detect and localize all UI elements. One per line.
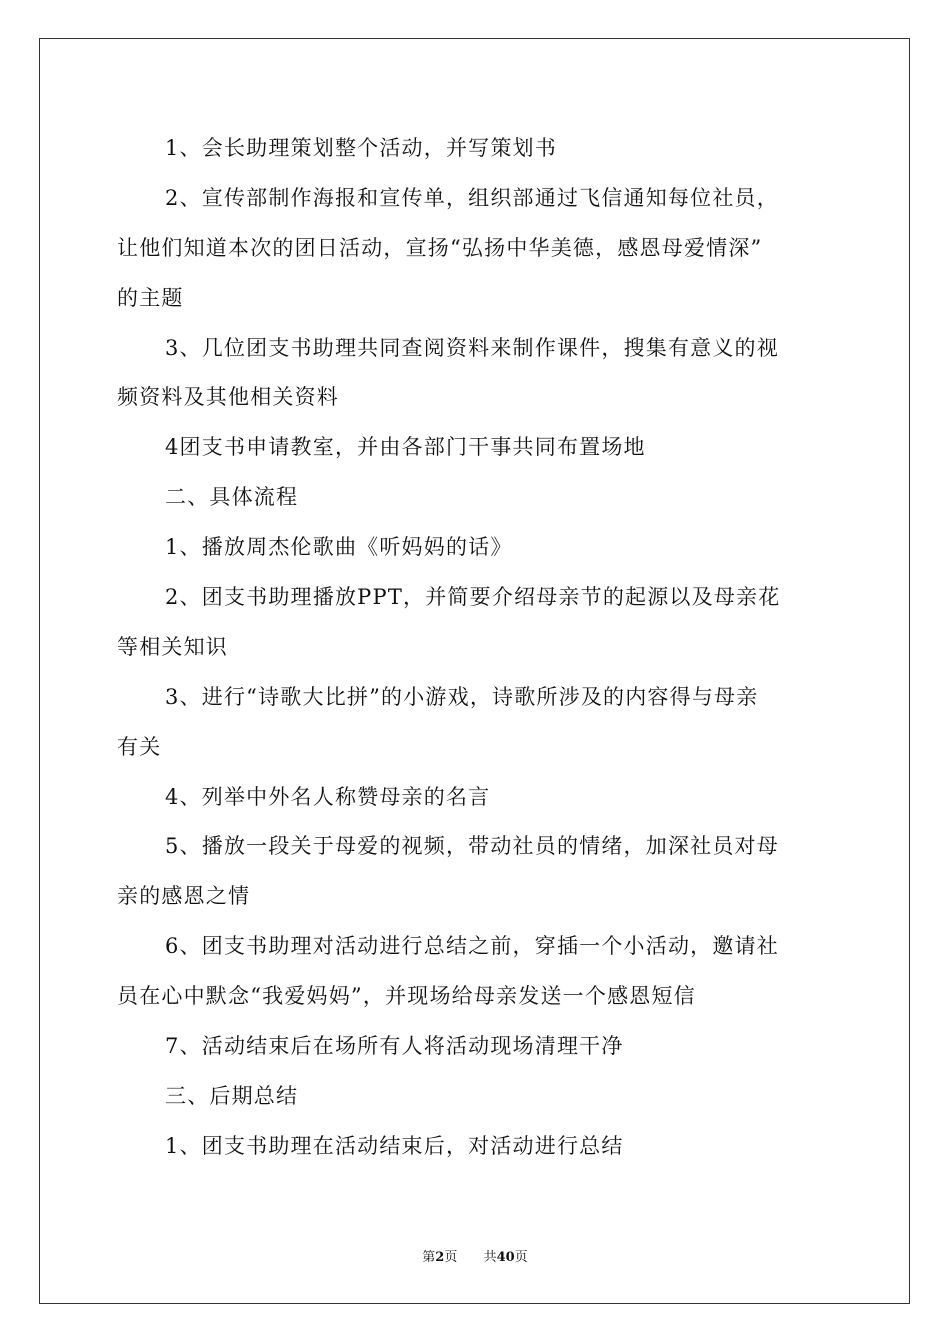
paragraph-line: 频资料及其他相关资料 [117,385,339,410]
paragraph-line: 的主题 [117,285,184,310]
paragraph-line: 4、列举中外名人称赞母亲的名言 [165,784,491,809]
section-heading: 二、具体流程 [165,485,299,510]
paragraph-line: 1、团支书助理在活动结束后，对活动进行总结 [165,1133,624,1158]
paragraph-line: 3、几位团支书助理共同查阅资料来制作课件，搜集有意义的视 [165,335,779,360]
paragraph-line: 2、宣传部制作海报和宣传单，组织部通过飞信通知每位社员， [165,185,779,210]
paragraph-line: 3、进行“诗歌大比拼”的小游戏，诗歌所涉及的内容得与母亲 [165,684,759,709]
paragraph-line: 7、活动结束后在场所有人将活动现场清理干净 [165,1034,624,1059]
paragraph-line: 有关 [117,734,162,759]
total-page-count: 40 [496,1250,515,1265]
paragraph-line: 1、会长助理策划整个活动，并写策划书 [165,136,557,160]
section-heading: 三、后期总结 [165,1083,299,1108]
paragraph-line: 等相关知识 [117,634,228,659]
paragraph-line: 让他们知道本次的团日活动，宣扬“弘扬中华美德，感恩母爱情深” [117,235,763,260]
page-label-suffix: 页 [444,1250,458,1265]
current-page-number: 2 [435,1250,445,1265]
paragraph-line: 2、团支书助理播放PPT，并简要介绍母亲节的起源以及母亲花 [165,585,781,610]
paragraph-line: 4团支书申请教室，并由各部门干事共同布置场地 [165,435,646,460]
page-label-prefix: 第 [422,1250,436,1265]
paragraph-line: 5、播放一段关于母爱的视频，带动社员的情绪，加深社员对母 [165,834,779,859]
document-body [117,124,837,1172]
paragraph-line: 亲的感恩之情 [117,884,251,909]
page-footer [0,1246,950,1265]
paragraph-line: 员在心中默念“我爱妈妈”，并现场给母亲发送一个感恩短信 [117,984,696,1009]
total-label-suffix: 页 [514,1250,528,1265]
total-label-prefix: 共 [483,1250,497,1265]
paragraph-line: 6、团支书助理对活动进行总结之前，穿插一个小活动，邀请社 [165,934,779,959]
paragraph-line: 1、播放周杰伦歌曲《听妈妈的话》 [165,535,513,560]
